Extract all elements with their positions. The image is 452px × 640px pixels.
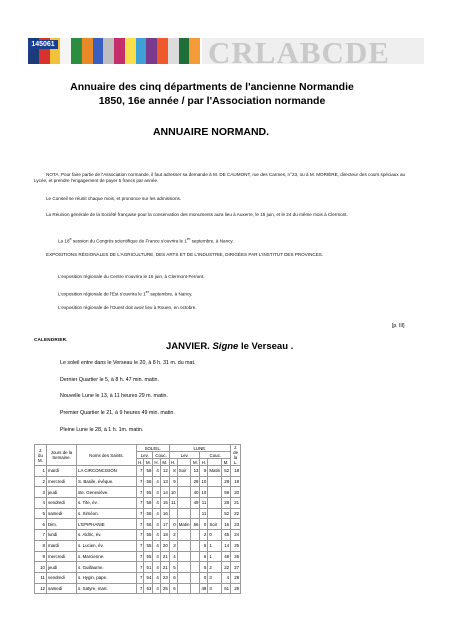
table-cell: 49 bbox=[191, 498, 200, 509]
table-cell: s. Aldric, év. bbox=[77, 530, 137, 541]
table-cell: 13 bbox=[191, 466, 200, 477]
table-cell: 1 bbox=[208, 540, 222, 551]
table-cell: 40 bbox=[191, 487, 200, 498]
table-cell: 4 bbox=[153, 583, 160, 594]
table-cell: ste. Geneviève. bbox=[77, 487, 137, 498]
table-cell: 3 bbox=[35, 487, 47, 498]
table-cell: 49 bbox=[200, 583, 208, 594]
table-cell bbox=[191, 583, 200, 594]
est-sup: er bbox=[145, 290, 150, 294]
table-cell: jeudi bbox=[47, 487, 77, 498]
mosaic-tile bbox=[103, 38, 114, 64]
table-row bbox=[35, 540, 241, 551]
paragraph-centre: L'exposition régionale du Centre s'ouvrira le 15 juin, à Clermont-Ferrant. bbox=[58, 274, 205, 279]
table-cell: 5 bbox=[169, 562, 177, 573]
table-cell: 28 bbox=[222, 476, 231, 487]
paragraph-nota: NOTA. Pour faire partie de l'Association normande, il faut adresser sa demande à M. DE CAUMONT, rue des Carmes, n°23, ou à M. MORIÈRE, directeur des cours spéciaux au Lycée, et prendre l'engagement de payer 5 francs par année. bbox=[34, 172, 406, 183]
table-cell: 4 bbox=[153, 551, 160, 562]
table-cell: 22 bbox=[231, 508, 241, 519]
mosaic-tile bbox=[157, 38, 168, 64]
table-cell: 28 bbox=[222, 498, 231, 509]
table-cell: 1 bbox=[35, 466, 47, 477]
col-header-period bbox=[208, 459, 222, 466]
table-cell: 26 bbox=[231, 551, 241, 562]
col-header-hour: H. bbox=[171, 459, 176, 465]
table-cell: 56 bbox=[191, 519, 200, 530]
congres-text-3: septembre, à Nancy. bbox=[190, 238, 234, 244]
paragraph-est bbox=[34, 289, 408, 298]
document-id-badge: 145061 bbox=[28, 40, 58, 49]
table-cell: 14 bbox=[160, 487, 169, 498]
table-cell: 11 bbox=[35, 572, 47, 583]
table-cell: mercredi bbox=[47, 476, 77, 487]
table-cell: 8 bbox=[35, 540, 47, 551]
table-cell: 14 bbox=[222, 540, 231, 551]
table-cell: 11 bbox=[200, 508, 208, 519]
moon-phase-line: Dernier Quartier le 5, à 8 h. 47 min. matin. bbox=[60, 377, 159, 383]
table-cell: 9 bbox=[169, 476, 177, 487]
table-cell: 2 bbox=[200, 530, 208, 541]
table-cell bbox=[191, 562, 200, 573]
calendar-body bbox=[35, 466, 241, 594]
table-cell: 15 bbox=[160, 498, 169, 509]
table-cell: 4 bbox=[153, 562, 160, 573]
table-row bbox=[35, 487, 241, 498]
table-cell: 5 bbox=[200, 540, 208, 551]
table-cell: 59 bbox=[222, 487, 231, 498]
table-cell: 10 bbox=[200, 476, 208, 487]
col-header-minute: M. bbox=[144, 459, 153, 466]
table-cell bbox=[177, 551, 191, 562]
table-cell: 23 bbox=[231, 519, 241, 530]
document-title: Annuaire des cinq départments de l'ancienne Normandie 1850, 16e année / par l'Association normande bbox=[70, 81, 354, 107]
table-cell: 12 bbox=[160, 466, 169, 477]
table-cell: 4 bbox=[222, 572, 231, 583]
table-cell: s. Tite, év. bbox=[77, 498, 137, 509]
table-cell: 4 bbox=[153, 498, 160, 509]
table-cell: 19 bbox=[231, 476, 241, 487]
col-header-hour: H. bbox=[201, 459, 207, 465]
table-cell: 7 bbox=[137, 562, 144, 573]
table-cell: s. Satyre, mart. bbox=[77, 583, 137, 594]
table-cell: 7 bbox=[137, 519, 144, 530]
table-cell: 45 bbox=[222, 530, 231, 541]
table-row bbox=[35, 572, 241, 583]
table-cell: 7 bbox=[137, 508, 144, 519]
table-cell bbox=[169, 508, 177, 519]
moon-phase-line: Premier Quartier le 21, à 9 heures 49 min. matin. bbox=[60, 410, 175, 416]
col-header-weekday: Jours de la Semaine. bbox=[47, 445, 77, 466]
table-cell: 56 bbox=[144, 519, 153, 530]
sun-entry-line: Le soleil entre dans le Verseau le 20, à 8 h. 31 m. du mat. bbox=[60, 360, 196, 366]
col-header-day-of-month: J. du M. bbox=[35, 445, 47, 466]
table-cell bbox=[191, 572, 200, 583]
table-cell: Matin bbox=[208, 466, 222, 477]
table-cell: vendredi bbox=[47, 498, 77, 509]
mosaic-tile bbox=[146, 38, 157, 64]
table-cell: 55 bbox=[144, 540, 153, 551]
table-cell bbox=[191, 540, 200, 551]
calendar-table bbox=[34, 444, 241, 594]
table-cell: 6 bbox=[169, 583, 177, 594]
table-cell: 7 bbox=[35, 530, 47, 541]
table-cell: 7 bbox=[137, 551, 144, 562]
table-cell: 52 bbox=[222, 508, 231, 519]
table-row bbox=[35, 562, 241, 573]
logo-text: CRLABCDE bbox=[208, 38, 390, 64]
table-cell: 11 bbox=[169, 498, 177, 509]
col-header-period bbox=[177, 459, 191, 466]
table-cell: 56 bbox=[144, 466, 153, 477]
table-cell: 10 bbox=[200, 487, 208, 498]
table-cell: Dim. bbox=[47, 519, 77, 530]
table-cell: S. Basile, évêque. bbox=[77, 476, 137, 487]
table-row bbox=[35, 508, 241, 519]
table-cell: 8 bbox=[169, 466, 177, 477]
table-cell: 56 bbox=[144, 476, 153, 487]
table-cell: LA CIRCONCISION bbox=[77, 466, 137, 477]
table-cell bbox=[177, 476, 191, 487]
table-cell: 17 bbox=[160, 519, 169, 530]
table-row bbox=[35, 519, 241, 530]
table-cell bbox=[208, 487, 222, 498]
paragraph-ouest: L'exposition régionale de l'Ouest doit avoir lieu à Rouen, en octobre. bbox=[58, 305, 197, 310]
table-cell: samedi bbox=[47, 583, 77, 594]
table-cell: mardi bbox=[47, 540, 77, 551]
col-header-minute: M. bbox=[160, 459, 169, 466]
table-cell: 4 bbox=[153, 540, 160, 551]
table-cell: Soir bbox=[208, 519, 222, 530]
mosaic-tile bbox=[93, 38, 104, 64]
table-cell: 55 bbox=[144, 530, 153, 541]
table-cell: 2 bbox=[169, 530, 177, 541]
table-row bbox=[35, 498, 241, 509]
paragraph-conseil: Le Conseil se réunit chaque mois, et prononce sur les admissions. bbox=[46, 196, 182, 201]
table-cell bbox=[208, 508, 222, 519]
table-cell: 16 bbox=[222, 519, 231, 530]
table-cell: 7 bbox=[137, 476, 144, 487]
table-cell: 13 bbox=[160, 476, 169, 487]
table-cell: 55 bbox=[144, 487, 153, 498]
congres-text-1: La 18 bbox=[58, 238, 70, 244]
moon-phase-line: Pleine Lune le 28, à 1 h. 1m. matin. bbox=[60, 427, 144, 433]
table-cell: 25 bbox=[160, 583, 169, 594]
table-cell: L'EPIPHANIE bbox=[77, 519, 137, 530]
congres-sup-2: er bbox=[186, 237, 191, 241]
table-cell: vendredi bbox=[47, 572, 77, 583]
col-header-saints: Noms des Saints. bbox=[77, 445, 137, 466]
header-banner bbox=[0, 38, 452, 64]
table-cell: 3 bbox=[208, 583, 222, 594]
month-name: JANVIER. bbox=[166, 341, 210, 352]
table-cell: 21 bbox=[231, 498, 241, 509]
table-cell: Matin bbox=[177, 519, 191, 530]
table-cell: s. Lucien, év. bbox=[77, 540, 137, 551]
zodiac-sign: le Verseau . bbox=[240, 341, 294, 352]
table-row bbox=[35, 466, 241, 477]
page-reference: [p. III] bbox=[392, 323, 405, 329]
table-cell: 9 bbox=[35, 551, 47, 562]
table-cell bbox=[208, 476, 222, 487]
table-cell: 11 bbox=[200, 498, 208, 509]
mosaic-tile bbox=[168, 38, 179, 64]
table-cell: 12 bbox=[35, 583, 47, 594]
mosaic-tile bbox=[114, 38, 125, 64]
col-header-hour: H. bbox=[154, 459, 159, 465]
col-header-moon-rise: Lev. bbox=[169, 452, 200, 459]
table-cell bbox=[177, 508, 191, 519]
table-cell: 22 bbox=[222, 562, 231, 573]
table-cell bbox=[191, 530, 200, 541]
table-row bbox=[35, 551, 241, 562]
table-cell: 0 bbox=[200, 572, 208, 583]
table-cell bbox=[191, 551, 200, 562]
table-cell: 0 bbox=[200, 519, 208, 530]
table-cell: 56 bbox=[144, 498, 153, 509]
table-cell: 24 bbox=[231, 530, 241, 541]
table-cell: 21 bbox=[160, 562, 169, 573]
table-cell: 0 bbox=[208, 530, 222, 541]
col-header-minute: M. bbox=[222, 459, 231, 466]
table-cell: lundi bbox=[47, 530, 77, 541]
table-cell: 6 bbox=[169, 572, 177, 583]
col-header-moon-set: Couc. bbox=[200, 452, 231, 459]
table-cell: 52 bbox=[222, 466, 231, 477]
col-header-moon-day: J. de la L. bbox=[231, 445, 241, 466]
table-cell: s. Marcienne. bbox=[77, 551, 137, 562]
table-cell: 18 bbox=[231, 466, 241, 477]
table-cell bbox=[208, 498, 222, 509]
table-cell: 9 bbox=[200, 466, 208, 477]
table-cell: 1 bbox=[208, 551, 222, 562]
table-cell: 2 bbox=[35, 476, 47, 487]
table-cell bbox=[177, 583, 191, 594]
table-cell: 20 bbox=[231, 487, 241, 498]
col-header-sun-rise: Lev. bbox=[137, 452, 153, 459]
table-cell: 7 bbox=[137, 583, 144, 594]
table-cell: 3 bbox=[169, 540, 177, 551]
site-logo[interactable] bbox=[202, 38, 424, 64]
table-cell bbox=[177, 572, 191, 583]
table-cell: 0 bbox=[169, 519, 177, 530]
mosaic-tile bbox=[189, 38, 200, 64]
table-cell: 5 bbox=[35, 508, 47, 519]
table-cell: 48 bbox=[222, 551, 231, 562]
table-cell: 7 bbox=[137, 498, 144, 509]
table-cell: 28 bbox=[231, 572, 241, 583]
table-cell: 16 bbox=[160, 508, 169, 519]
col-header-soleil: SOLEIL. bbox=[137, 445, 170, 452]
table-cell: 10 bbox=[169, 487, 177, 498]
table-cell: 29 bbox=[231, 583, 241, 594]
est-text-2: septembre, à Nancy. bbox=[149, 291, 193, 297]
table-cell: 4 bbox=[153, 476, 160, 487]
table-cell: 4 bbox=[153, 466, 160, 477]
col-header-minute: M. bbox=[191, 459, 200, 466]
mosaic-tile bbox=[82, 38, 93, 64]
table-cell: 6 bbox=[200, 551, 208, 562]
signe-word: Signe bbox=[212, 341, 239, 352]
paragraph-congres bbox=[34, 236, 408, 245]
moon-phase-line: Nouvelle Lune le 13, à 11 heures 29 m. matin. bbox=[60, 393, 168, 399]
table-row bbox=[35, 583, 241, 594]
table-cell: mardi bbox=[47, 466, 77, 477]
table-cell: 4 bbox=[153, 487, 160, 498]
section-heading: ANNUAIRE NORMAND. bbox=[152, 126, 270, 138]
table-cell: 27 bbox=[231, 562, 241, 573]
table-cell: s. Siméon. bbox=[77, 508, 137, 519]
table-cell: 25 bbox=[231, 540, 241, 551]
table-cell: 7 bbox=[137, 466, 144, 477]
congres-sup-1: e bbox=[69, 237, 72, 241]
mosaic-tile bbox=[71, 38, 82, 64]
table-cell: 56 bbox=[144, 508, 153, 519]
table-cell: 3 bbox=[208, 572, 222, 583]
col-header-lune: LUNE. bbox=[169, 445, 230, 452]
table-cell bbox=[177, 562, 191, 573]
table-cell: 4 bbox=[169, 551, 177, 562]
table-cell: 21 bbox=[160, 551, 169, 562]
table-cell: 4 bbox=[153, 519, 160, 530]
table-cell bbox=[191, 508, 200, 519]
month-heading bbox=[166, 341, 366, 352]
table-cell: jeudi bbox=[47, 562, 77, 573]
paragraph-expositions: EXPOSITIONS RÉGIONALES DE L'AGRICULTURE, DES ARTS ET DE L'INDUSTRIE, DIRIGÉES PAR L'INSTITUT DES PROVINCES. bbox=[46, 252, 324, 257]
table-cell: 28 bbox=[191, 476, 200, 487]
table-cell: 23 bbox=[160, 572, 169, 583]
col-header-hour: H. bbox=[138, 459, 143, 465]
table-cell: 6 bbox=[35, 519, 47, 530]
table-cell: 51 bbox=[222, 583, 231, 594]
table-row bbox=[35, 530, 241, 541]
mosaic-tile bbox=[125, 38, 136, 64]
congres-text-2: session du Congrès scientifique de France s'ouvrira le 1 bbox=[71, 238, 187, 244]
mosaic-tile bbox=[179, 38, 190, 64]
table-cell: 7 bbox=[137, 487, 144, 498]
table-cell: Soir bbox=[177, 466, 191, 477]
table-cell: 4 bbox=[153, 508, 160, 519]
table-cell: 55 bbox=[144, 551, 153, 562]
table-cell: 7 bbox=[137, 572, 144, 583]
table-cell bbox=[177, 540, 191, 551]
col-header-sun-set: Couc. bbox=[153, 452, 169, 459]
table-cell: 2 bbox=[208, 562, 222, 573]
table-cell: 54 bbox=[144, 572, 153, 583]
table-cell: 20 bbox=[160, 540, 169, 551]
table-cell: 4 bbox=[153, 530, 160, 541]
table-cell: mercredi bbox=[47, 551, 77, 562]
calendrier-label: CALENDRIER. bbox=[34, 337, 68, 342]
table-cell: 7 bbox=[137, 530, 144, 541]
table-cell: 51 bbox=[144, 562, 153, 573]
table-cell: 5 bbox=[200, 562, 208, 573]
table-cell: s. Guillaume. bbox=[77, 562, 137, 573]
table-cell: 18 bbox=[160, 530, 169, 541]
table-cell: 7 bbox=[137, 540, 144, 551]
table-row bbox=[35, 476, 241, 487]
table-cell: s. Hygin, pape. bbox=[77, 572, 137, 583]
table-cell: 4 bbox=[35, 498, 47, 509]
table-cell: 4 bbox=[153, 572, 160, 583]
table-cell bbox=[177, 498, 191, 509]
table-cell: 53 bbox=[144, 583, 153, 594]
table-cell bbox=[177, 487, 191, 498]
mosaic-tile bbox=[136, 38, 147, 64]
est-text-1: L'exposition régionale de l'Est s'ouvrira le 1 bbox=[58, 291, 146, 297]
table-cell: samedi bbox=[47, 508, 77, 519]
table-cell bbox=[177, 530, 191, 541]
paragraph-reunion: La Réunion générale de la Société française pour la conservation des monuments aura lieu à Auxerre, le 15 juin, et le 24 du même mois à Clermont. bbox=[46, 212, 348, 217]
mosaic-tile bbox=[60, 38, 71, 64]
table-cell: 10 bbox=[35, 562, 47, 573]
